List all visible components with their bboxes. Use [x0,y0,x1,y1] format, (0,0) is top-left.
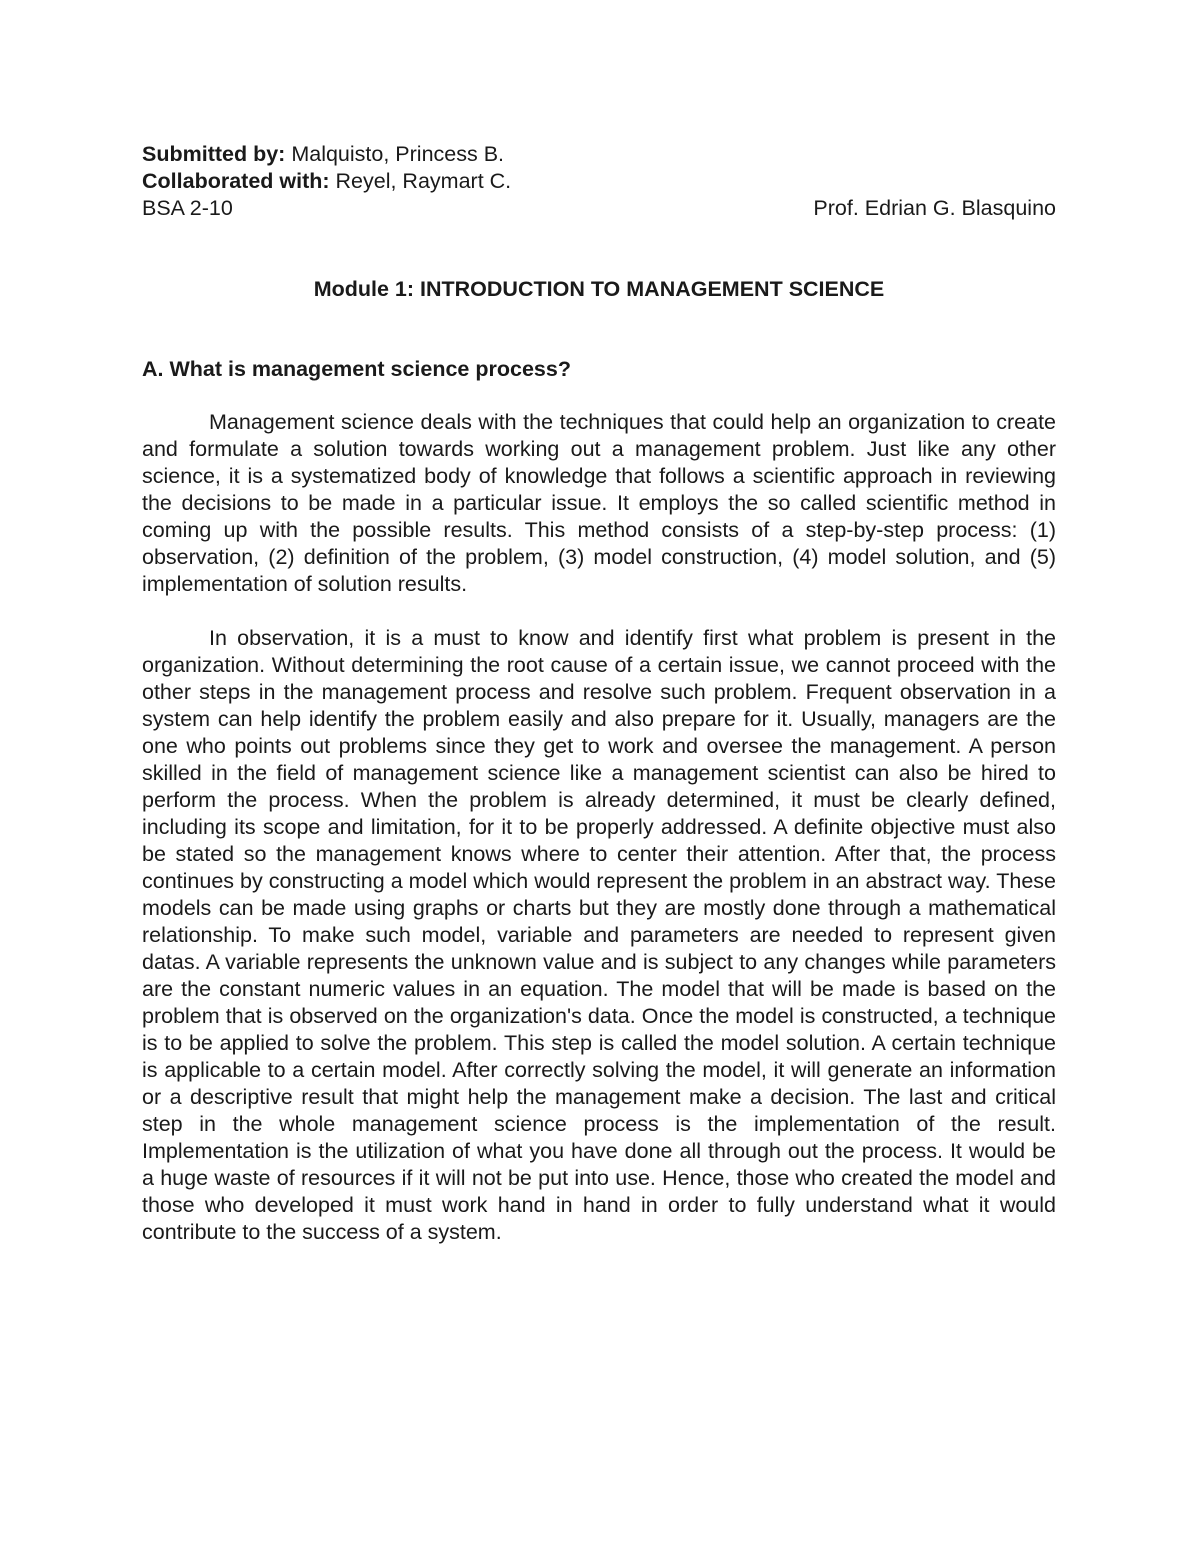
submitted-by [142,141,504,168]
professor-name: Prof. Edrian G. Blasquino [813,196,1056,220]
section-professor-line [142,195,1056,222]
collaborated-with-value: Reyel, Raymart C. [335,169,512,193]
submitted-by-value: Malquisto, Princess B. [291,142,505,166]
collaborated-with [142,168,511,195]
section-code: BSA 2-10 [142,196,233,220]
question-heading: A. What is management science process? [142,357,571,381]
module-title: Module 1: INTRODUCTION TO MANAGEMENT SCIENCE [313,277,885,301]
collaborated-with-label: Collaborated with: [142,169,330,193]
document-content [142,141,1056,1246]
collaborated-with-line [142,168,1056,195]
submitted-by-line [142,141,1056,168]
submitted-by-label: Submitted by: [142,142,286,166]
body-paragraph-2: In observation, it is a must to know and identify first what problem is present in the organization. Without determining the root cause of a certain issue, we cannot proceed with the other steps in the management process and resolve such problem. Frequent observation in a system can help identify the problem easily and also prepare for it. Usually, managers are the one who points out problems since they get to work and oversee the management. A person skilled in the field of management science like a management scientist can also be hired to perform the process. When the problem is already determined, it must be clearly defined, including its scope and limitation, for it to be properly addressed. A definite objective must also be stated so the management knows where to center their attention. After that, the process continues by constructing a model which would represent the problem in an abstract way. These models can be made using graphs or charts but they are mostly done through a mathematical relationship. To make such model, variable and parameters are needed to represent given datas. A variable represents the unknown value and is subject to any changes while parameters are the constant numeric values in an equation. The model that will be made is based on the problem that is observed on the organization's data. Once the model is constructed, a technique is to be applied to solve the problem. This step is called the model solution. A certain technique is applicable to a certain model. After correctly solving the model, it will generate an information or a descriptive result that might help the management make a decision. The last and critical step in the whole management science process is the implementation of the result. Implementation is the utilization of what you have done all through out the process. It would be a huge waste of resources if it will not be put into use. Hence, those who created the model and those who developed it must work hand in hand in order to fully understand what it would contribute to the success of a system. [142,626,1056,1244]
body-paragraph-1: Management science deals with the techniques that could help an organization to create and formulate a solution towards working out a management problem. Just like any other science, it is a systematized body of knowledge that follows a scientific approach in reviewing the decisions to be made in a particular issue. It employs the so called scientific method in coming up with the possible results. This method consists of a step-by-step process: (1) observation, (2) definition of the problem, (3) model construction, (4) model solution, and (5) implementation of solution results. [142,410,1056,596]
